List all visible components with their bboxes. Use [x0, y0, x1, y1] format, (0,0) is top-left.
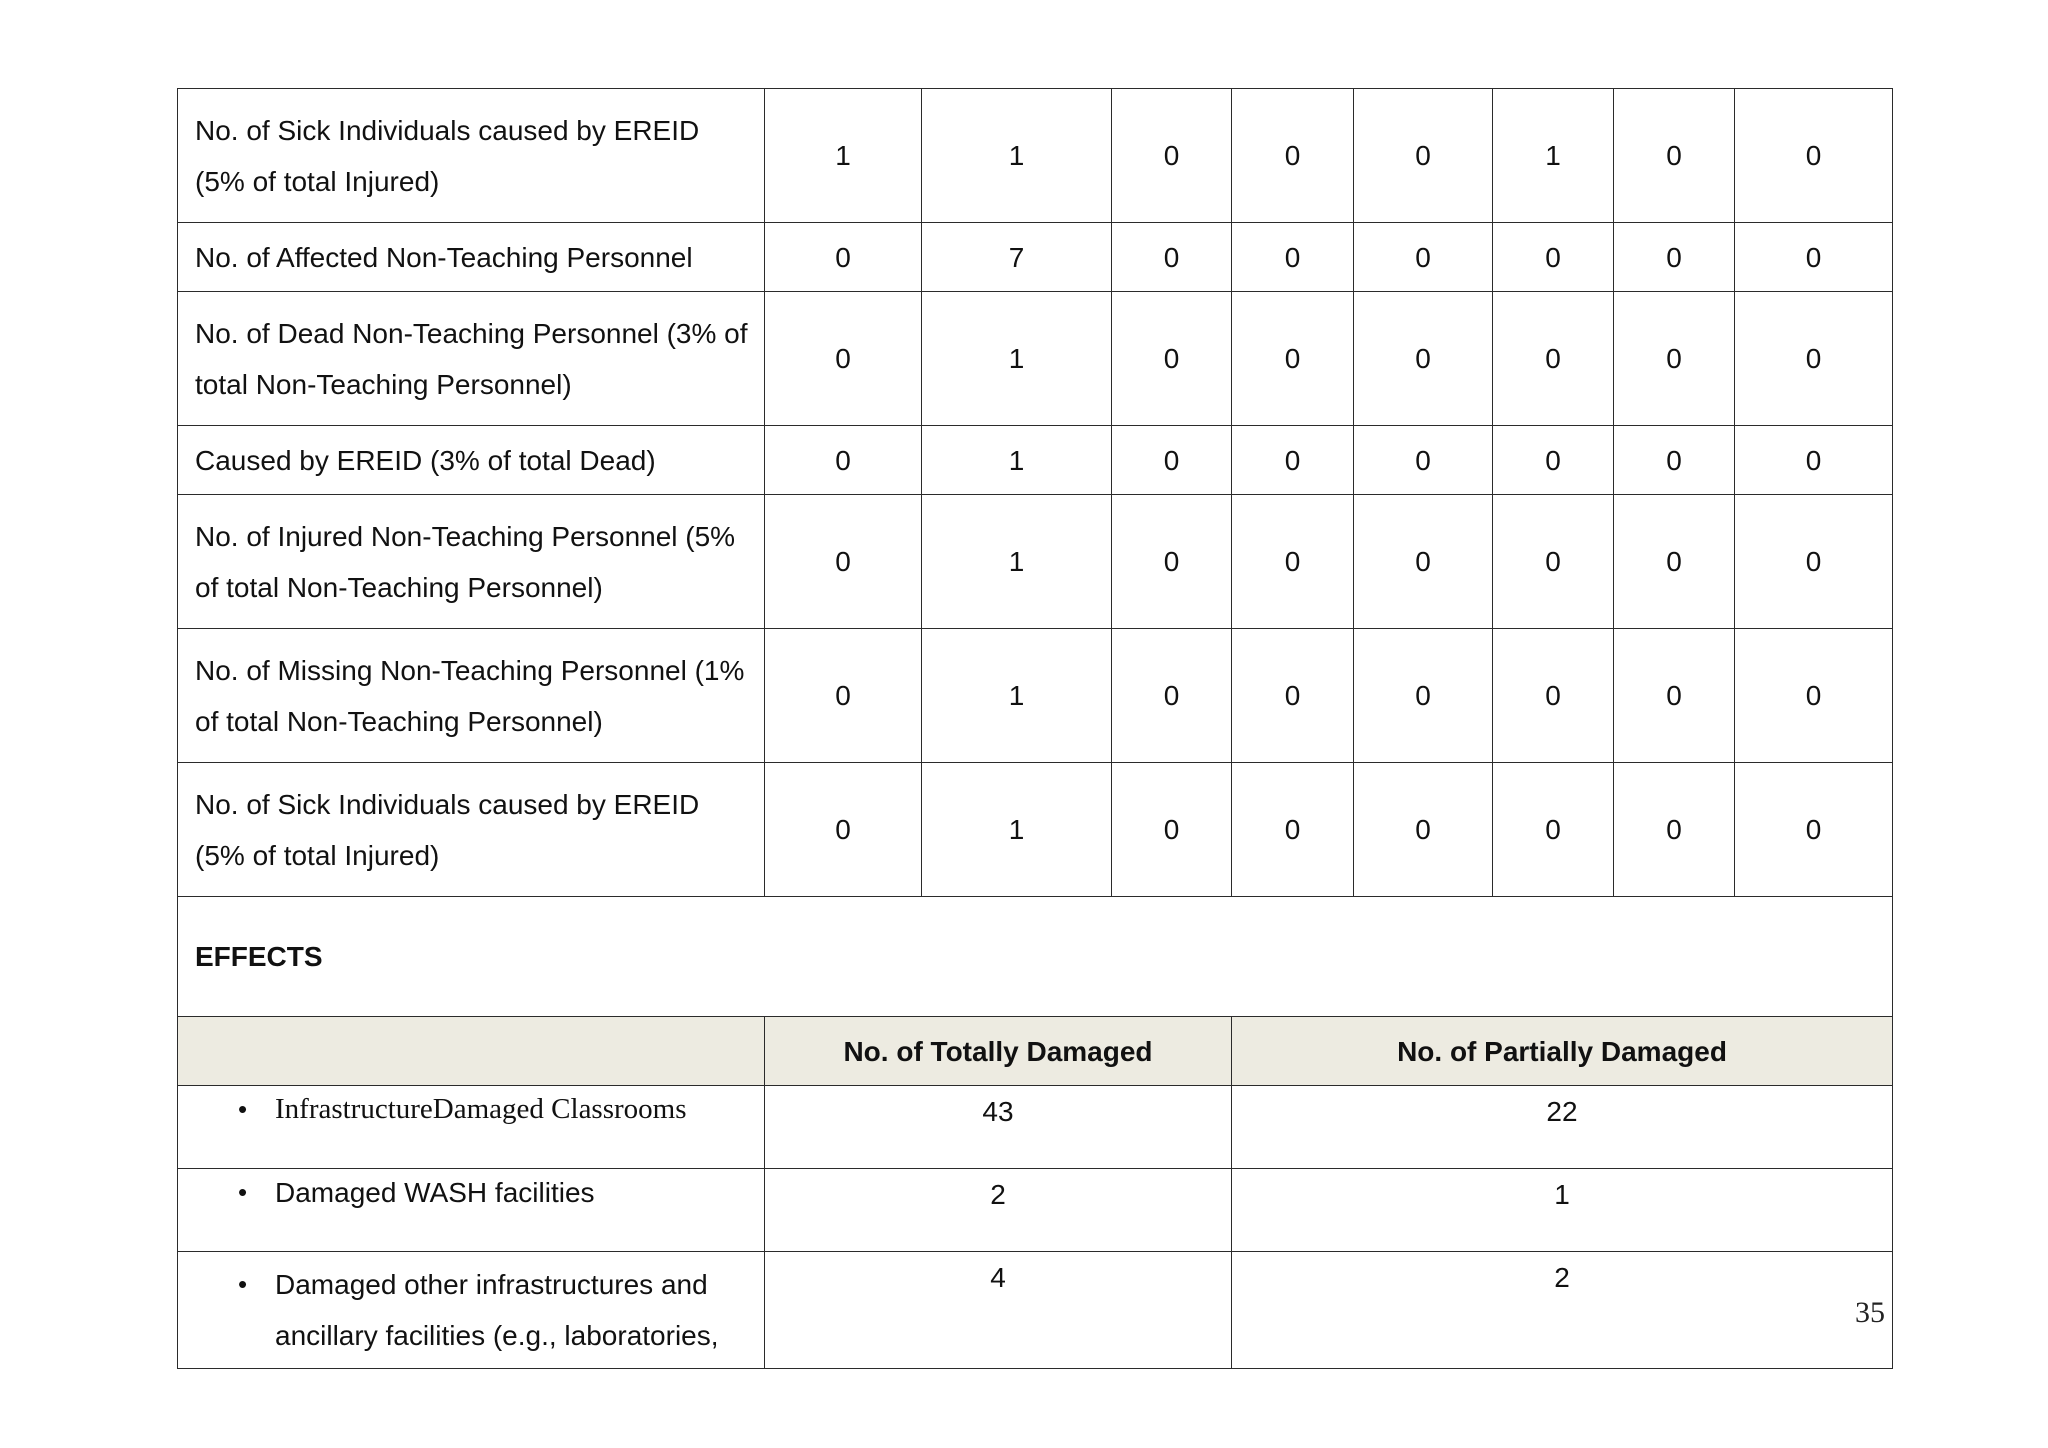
- table-cell: 0: [1112, 495, 1232, 629]
- table-cell: 0: [1735, 292, 1893, 426]
- header-partially-damaged: No. of Partially Damaged: [1232, 1017, 1893, 1086]
- table-cell: 1: [1493, 89, 1614, 223]
- row-label: No. of Injured Non-Teaching Personnel (5% of total Non-Teaching Personnel): [178, 495, 765, 629]
- row-label: No. of Affected Non-Teaching Personnel: [178, 223, 765, 292]
- table-cell: 1: [922, 89, 1112, 223]
- table-cell: 7: [922, 223, 1112, 292]
- table-cell: 1: [922, 629, 1112, 763]
- table-row: [178, 495, 1893, 629]
- table-cell: 0: [765, 426, 922, 495]
- bullet-icon: •: [238, 1177, 248, 1207]
- table-cell: 0: [1112, 426, 1232, 495]
- table-cell: 0: [765, 223, 922, 292]
- table-cell: 0: [1493, 292, 1614, 426]
- effects-label-cell: [178, 1252, 765, 1369]
- table-cell: 1: [765, 89, 922, 223]
- table-cell: 0: [1735, 89, 1893, 223]
- table-cell: 0: [1232, 495, 1354, 629]
- table-cell: 0: [1493, 495, 1614, 629]
- table-cell: 0: [1493, 763, 1614, 897]
- table-cell: 0: [1354, 89, 1493, 223]
- table-row: [178, 292, 1893, 426]
- table-cell: 0: [1354, 292, 1493, 426]
- totally-damaged-value: 2: [765, 1169, 1232, 1252]
- table-cell: 0: [1112, 629, 1232, 763]
- table-row: [178, 629, 1893, 763]
- table-cell: 0: [1354, 426, 1493, 495]
- table-cell: 0: [1354, 223, 1493, 292]
- totally-damaged-value: 4: [765, 1252, 1232, 1369]
- table-cell: 0: [1112, 292, 1232, 426]
- effects-header-blank: [178, 1017, 765, 1086]
- bullet-icon: •: [238, 1269, 248, 1299]
- table-cell: 0: [1493, 629, 1614, 763]
- effects-label: Damaged other infrastructures and ancillary facilities (e.g., laboratories,: [275, 1269, 719, 1351]
- effects-header-row: [178, 1017, 1893, 1086]
- table-cell: 0: [765, 629, 922, 763]
- table-cell: 0: [1614, 292, 1735, 426]
- table-cell: 0: [1232, 426, 1354, 495]
- effects-label: Damaged WASH facilities: [275, 1177, 595, 1208]
- table-row: [178, 223, 1893, 292]
- table-cell: 0: [1614, 763, 1735, 897]
- row-label: No. of Sick Individuals caused by EREID (5% of total Injured): [178, 89, 765, 223]
- table-cell: 0: [1232, 223, 1354, 292]
- row-label: No. of Dead Non-Teaching Personnel (3% of total Non-Teaching Personnel): [178, 292, 765, 426]
- table-cell: 1: [922, 495, 1112, 629]
- row-label: No. of Missing Non-Teaching Personnel (1% of total Non-Teaching Personnel): [178, 629, 765, 763]
- table-cell: 0: [1354, 763, 1493, 897]
- table-cell: 0: [765, 292, 922, 426]
- effects-label-cell: [178, 1086, 765, 1169]
- effects-row: [178, 1169, 1893, 1252]
- table-cell: 0: [1614, 89, 1735, 223]
- table-cell: 0: [1112, 223, 1232, 292]
- header-totally-damaged: No. of Totally Damaged: [765, 1017, 1232, 1086]
- table-cell: 0: [1232, 89, 1354, 223]
- table-cell: 0: [1614, 223, 1735, 292]
- effects-label: InfrastructureDamaged Classrooms: [275, 1093, 687, 1125]
- table-cell: 1: [922, 292, 1112, 426]
- bullet-icon: •: [238, 1094, 248, 1124]
- table-cell: 0: [1493, 223, 1614, 292]
- partially-damaged-value: 1: [1232, 1169, 1893, 1252]
- effects-row: [178, 1252, 1893, 1369]
- effects-section-row: [178, 897, 1893, 1017]
- table-row: [178, 763, 1893, 897]
- table-cell: 0: [1112, 763, 1232, 897]
- row-label: No. of Sick Individuals caused by EREID (5% of total Injured): [178, 763, 765, 897]
- table-cell: 0: [1735, 495, 1893, 629]
- partially-damaged-value: 22: [1232, 1086, 1893, 1169]
- table-cell: 0: [1735, 629, 1893, 763]
- table-cell: 0: [1614, 426, 1735, 495]
- totally-damaged-value: 43: [765, 1086, 1232, 1169]
- table-cell: 0: [1232, 629, 1354, 763]
- table-cell: 0: [1232, 292, 1354, 426]
- table-cell: 0: [765, 763, 922, 897]
- table-cell: 0: [1232, 763, 1354, 897]
- table-cell: 1: [922, 763, 1112, 897]
- table-cell: 0: [1354, 495, 1493, 629]
- data-table: [177, 88, 1893, 1369]
- effects-heading: EFFECTS: [178, 897, 1893, 1017]
- page-number: 35: [1855, 1296, 1885, 1329]
- table-cell: 0: [765, 495, 922, 629]
- effects-label-cell: [178, 1169, 765, 1252]
- table-cell: 0: [1735, 763, 1893, 897]
- table-cell: 1: [922, 426, 1112, 495]
- effects-row: [178, 1086, 1893, 1169]
- table-cell: 0: [1354, 629, 1493, 763]
- partially-damaged-value: 2: [1232, 1252, 1893, 1369]
- table-cell: 0: [1735, 426, 1893, 495]
- row-label: Caused by EREID (3% of total Dead): [178, 426, 765, 495]
- table-row: [178, 426, 1893, 495]
- table-cell: 0: [1614, 495, 1735, 629]
- table-cell: 0: [1614, 629, 1735, 763]
- table-cell: 0: [1112, 89, 1232, 223]
- table-cell: 0: [1493, 426, 1614, 495]
- table-row: [178, 89, 1893, 223]
- table-cell: 0: [1735, 223, 1893, 292]
